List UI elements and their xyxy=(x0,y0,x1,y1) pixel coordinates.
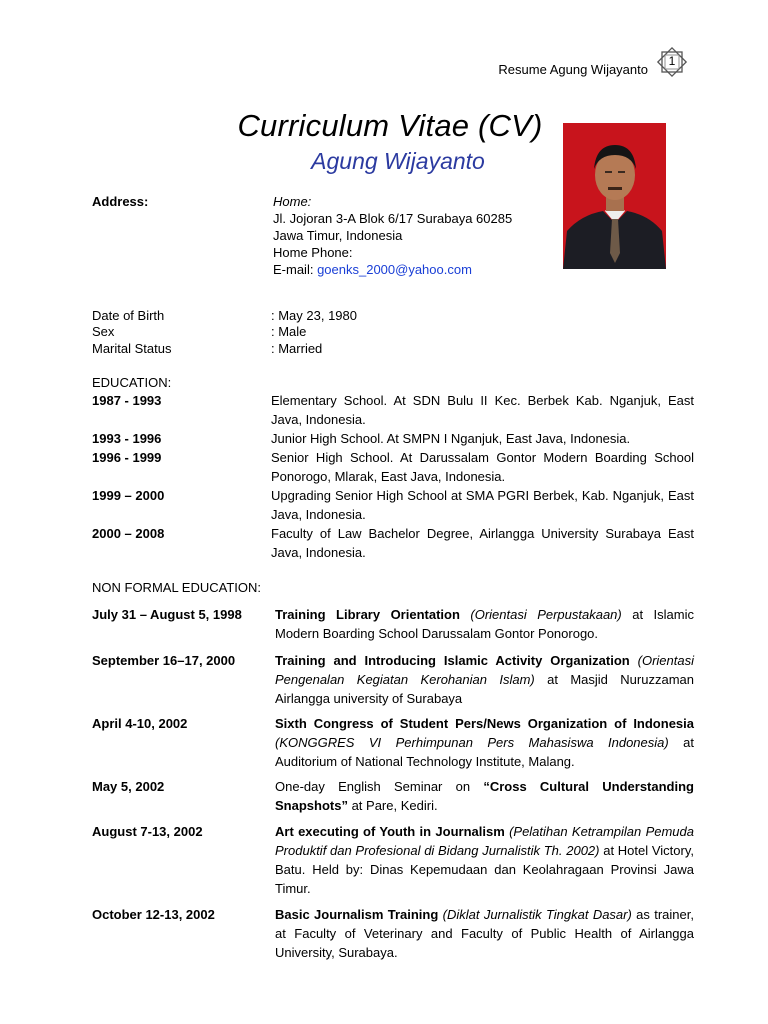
page-number-badge xyxy=(654,44,690,80)
sex-value: : Male xyxy=(271,324,307,339)
training-details: at Auditorium of National Technology Institute, Malang. xyxy=(275,735,694,769)
training-details: at Hotel Victory, Batu. Held by: Dinas Kepemudaan dan Keolahragaan Provinsi Jawa Timur. xyxy=(275,843,694,896)
training-description xyxy=(275,777,694,815)
marital-label: Marital Status xyxy=(92,341,172,356)
edu-description: Faculty of Law Bachelor Degree, Airlangga University Surabaya East Java, Indonesia. xyxy=(271,526,694,560)
training-description xyxy=(275,905,694,962)
training-description xyxy=(275,714,694,771)
edu-period: 1987 - 1993 xyxy=(92,393,162,408)
address-label: Address: xyxy=(92,194,149,209)
training-details: as trainer, at Faculty of Veterinary and Faculty of Public Health of Airlangga University, Surabaya. xyxy=(275,907,694,960)
training-title-local: (Pelatihan Ketrampilan Pemuda Produktif dan Profesional di Bidang Jurnalistik Th. 2002) xyxy=(275,824,694,858)
training-date: October 12-13, 2002 xyxy=(92,907,215,922)
address-line-2: Jawa Timur, Indonesia xyxy=(273,228,403,243)
training-date: August 7-13, 2002 xyxy=(92,824,203,839)
training-details: at Islamic Modern Boarding School Darussalam Gontor Ponorogo. xyxy=(275,607,694,641)
page-number: 1 xyxy=(668,54,676,68)
training-details: at Pare, Kediri. xyxy=(347,798,438,813)
non-formal-heading: NON FORMAL EDUCATION: xyxy=(92,580,262,595)
email-link[interactable]: goenks_2000@yahoo.com xyxy=(317,262,472,277)
education-heading: EDUCATION: xyxy=(92,375,172,390)
training-title: Sixth Congress of Student Pers/News Organization of Indonesia xyxy=(275,716,694,731)
edu-period: 1993 - 1996 xyxy=(92,431,162,446)
training-date: September 16–17, 2000 xyxy=(92,653,236,668)
sex-label: Sex xyxy=(92,324,115,339)
email-line xyxy=(273,261,512,278)
training-details: at Masjid Nuruzzaman Airlangga university of Surabaya xyxy=(275,672,694,706)
training-date: April 4-10, 2002 xyxy=(92,716,188,731)
marital-value: : Married xyxy=(271,341,323,356)
dob-label: Date of Birth xyxy=(92,308,165,323)
training-title: Training and Introducing Islamic Activity Organization xyxy=(275,653,630,668)
training-date: July 31 – August 5, 1998 xyxy=(92,607,242,622)
edu-period: 1999 – 2000 xyxy=(92,488,165,503)
home-label: Home: xyxy=(273,194,312,209)
training-title-local: (Diklat Jurnalistik Tingkat Dasar) xyxy=(442,907,632,922)
applicant-name: Agung Wijayanto xyxy=(311,148,485,174)
training-description xyxy=(275,605,694,643)
training-date: May 5, 2002 xyxy=(92,779,165,794)
email-label: E-mail: xyxy=(273,262,318,277)
edu-description: Elementary School. At SDN Bulu II Kec. Berbek Kab. Nganjuk, East Java, Indonesia. xyxy=(271,393,694,427)
training-title-local: (KONGGRES VI Perhimpunan Pers Mahasiswa Indonesia) xyxy=(275,735,669,750)
home-phone-label: Home Phone: xyxy=(273,245,353,260)
profile-photo xyxy=(563,123,666,269)
training-title-local: (Orientasi Pengenalan Kegiatan Kerohanian Islam) xyxy=(275,653,694,687)
training-title: Art executing of Youth in Journalism xyxy=(275,824,505,839)
training-title: “Cross Cultural Understanding Snapshots” xyxy=(275,779,694,813)
running-header: Resume Agung Wijayanto xyxy=(498,62,648,77)
edu-description: Upgrading Senior High School at SMA PGRI Berbek, Kab. Nganjuk, East Java, Indonesia. xyxy=(271,488,694,522)
training-description xyxy=(275,651,694,708)
document-title: Curriculum Vitae (CV) xyxy=(237,108,543,143)
edu-period: 2000 – 2008 xyxy=(92,526,165,541)
edu-description: Junior High School. At SMPN I Nganjuk, East Java, Indonesia. xyxy=(271,431,631,446)
address-line-1: Jl. Jojoran 3-A Blok 6/17 Surabaya 60285 xyxy=(273,211,513,226)
address-block xyxy=(273,193,512,278)
edu-period: 1996 - 1999 xyxy=(92,450,162,465)
training-intro: One-day English Seminar on xyxy=(275,779,484,794)
training-title-local: (Orientasi Perpustakaan) xyxy=(470,607,622,622)
edu-description: Senior High School. At Darussalam Gontor Modern Boarding School Ponorogo, Mlarak, East Java, Indonesia. xyxy=(271,450,694,484)
training-title: Training Library Orientation xyxy=(275,607,460,622)
training-title: Basic Journalism Training xyxy=(275,907,439,922)
training-description xyxy=(275,822,694,898)
dob-value: : May 23, 1980 xyxy=(271,308,357,323)
